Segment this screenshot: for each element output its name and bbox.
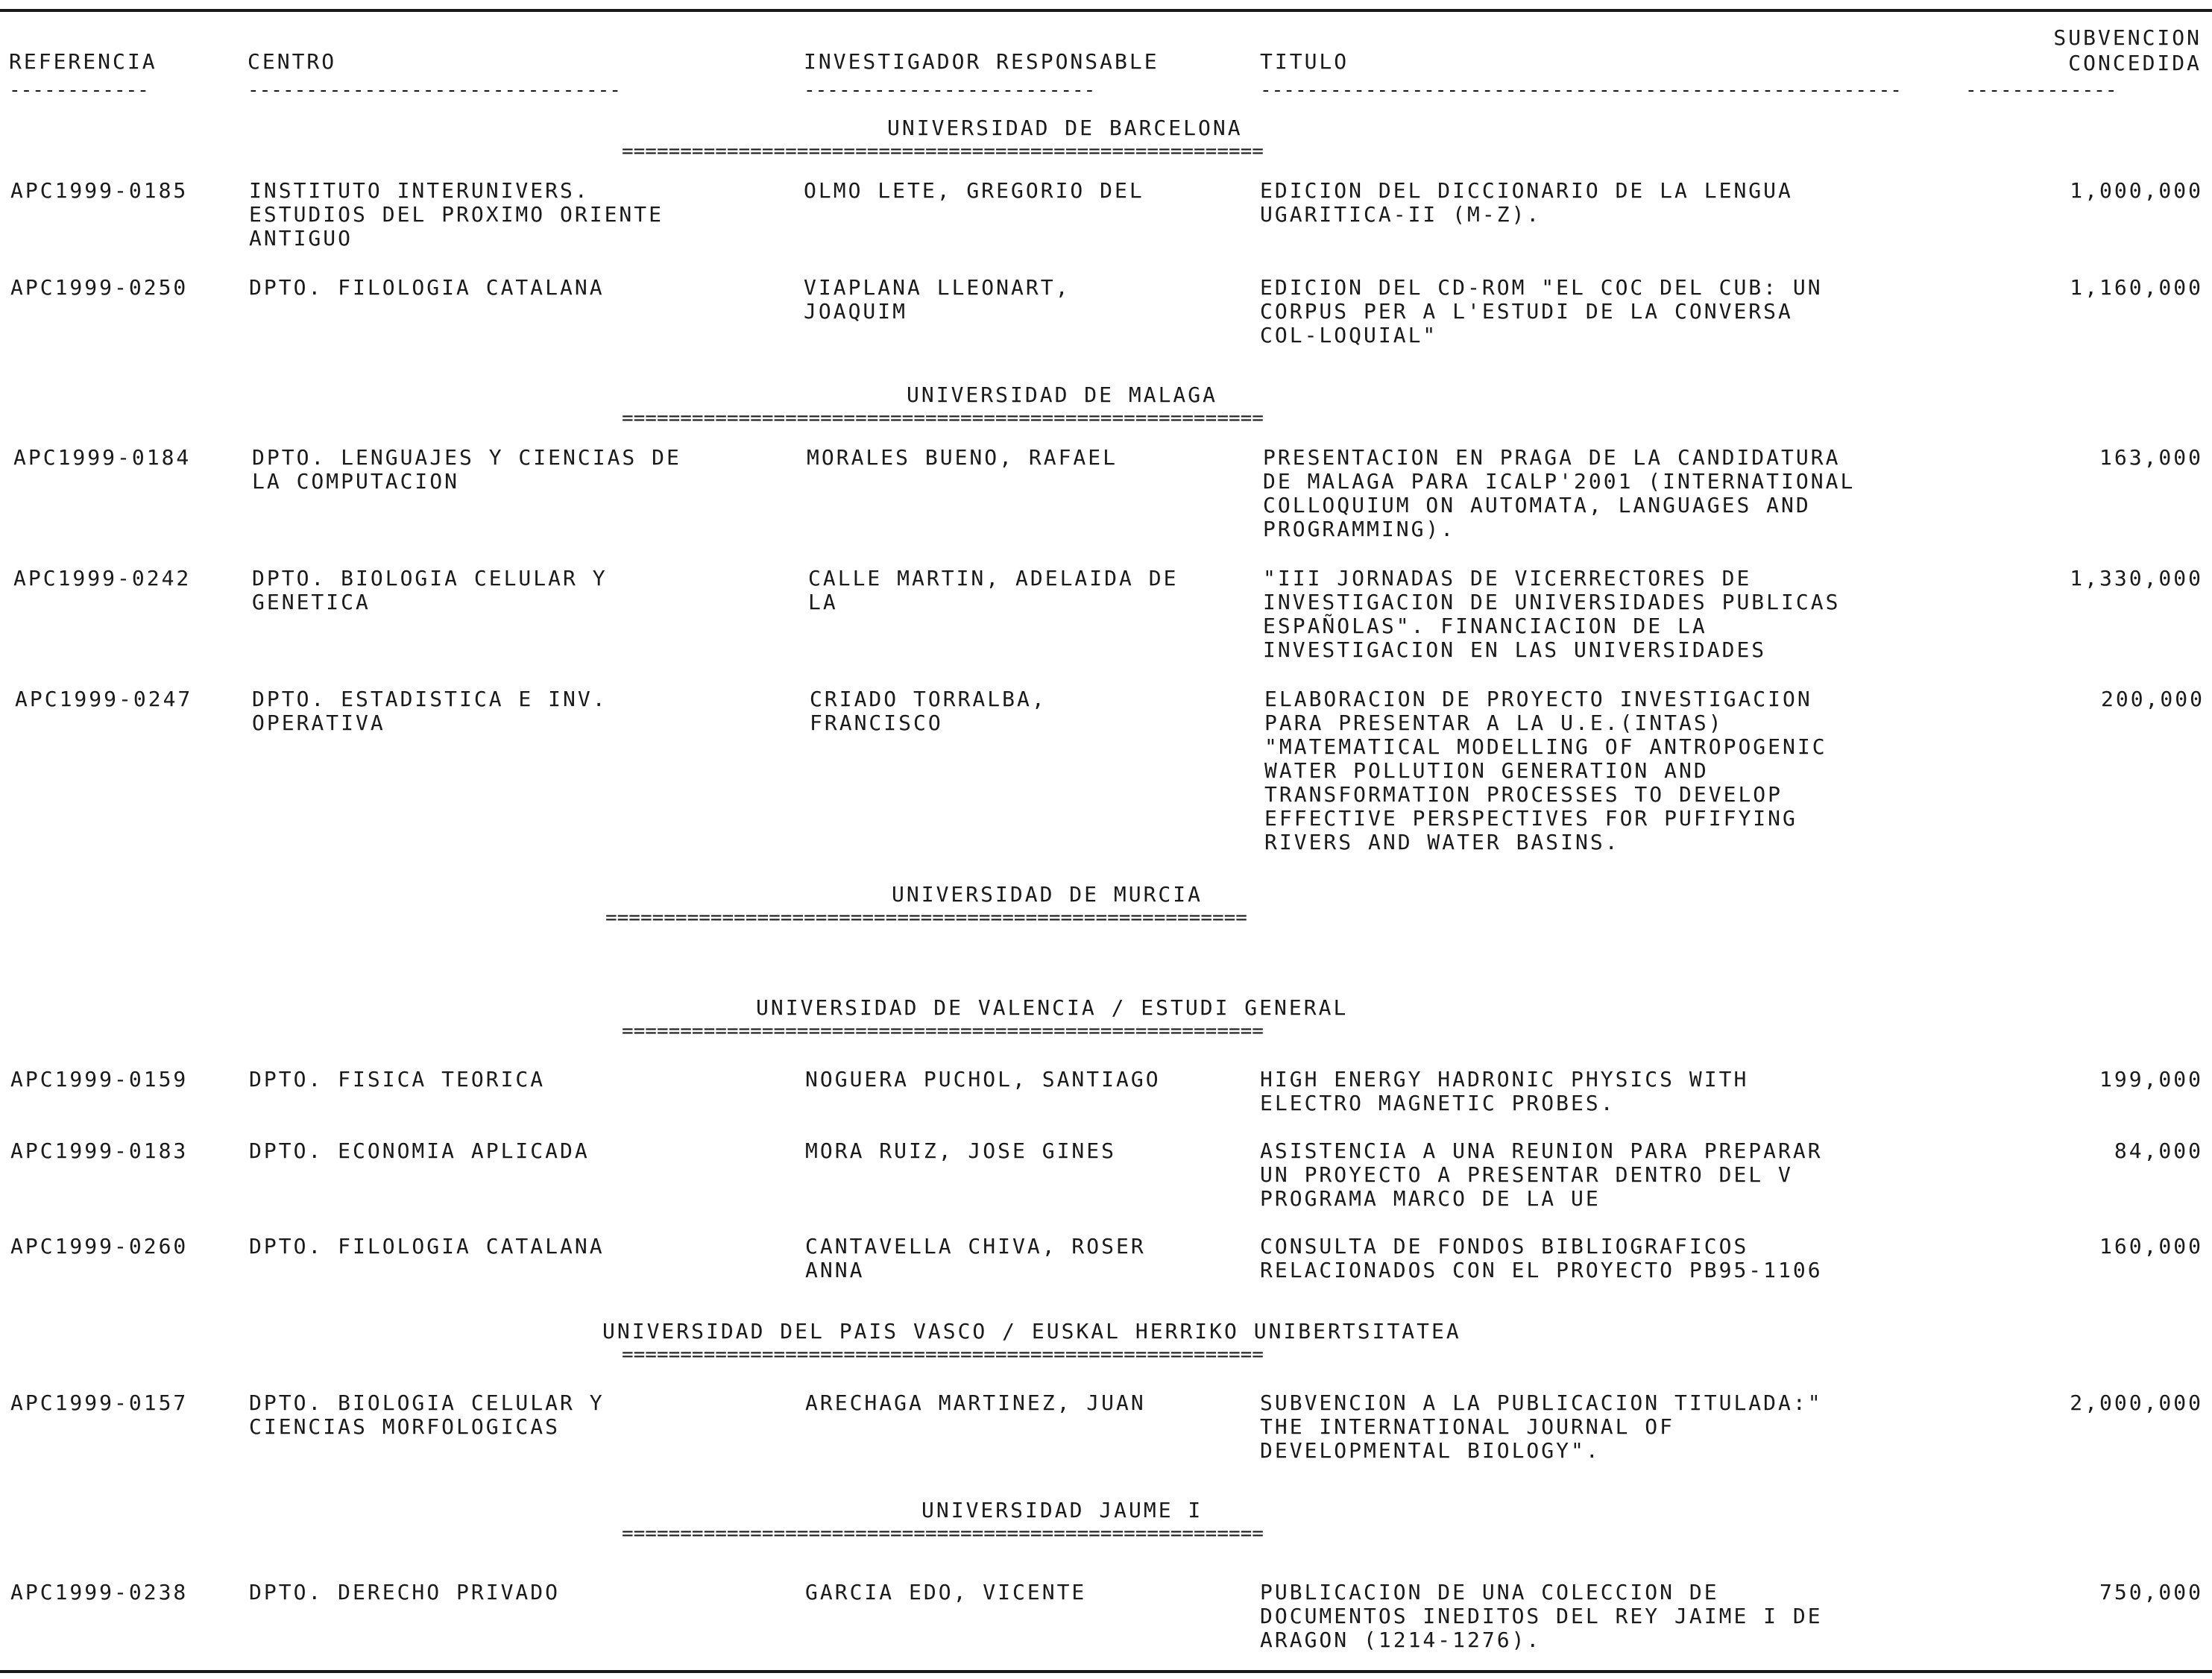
row-subvencion: 1,330,000 [2070, 566, 2203, 590]
row-centro: DPTO. ESTADISTICA E INV. OPERATIVA [252, 687, 608, 735]
row-reference: APC1999-0159 [10, 1067, 189, 1091]
header-titulo: TITULO [1260, 49, 1349, 74]
row-subvencion: 1,160,000 [2070, 275, 2203, 300]
row-investigador: GARCIA EDO, VICENTE [805, 1580, 1087, 1604]
section-underline: ======================================================= [622, 1522, 1264, 1545]
row-subvencion: 2,000,000 [2070, 1390, 2203, 1415]
row-reference: APC1999-0250 [10, 275, 189, 300]
header-centro: CENTRO [248, 49, 337, 74]
section-title: UNIVERSIDAD JAUME I [921, 1498, 1203, 1522]
row-subvencion: 199,000 [2099, 1067, 2203, 1091]
row-reference: APC1999-0247 [15, 687, 193, 711]
row-centro: DPTO. DERECHO PRIVADO [249, 1580, 561, 1604]
row-centro: DPTO. BIOLOGIA CELULAR Y GENETICA [252, 566, 608, 614]
row-titulo: CONSULTA DE FONDOS BIBLIOGRAFICOS RELACIONADOS CON EL PROYECTO PB95-1106 [1260, 1234, 1823, 1282]
section-title: UNIVERSIDAD DE MALAGA [907, 382, 1218, 407]
row-titulo: SUBVENCION A LA PUBLICACION TITULADA:" THE INTERNATIONAL JOURNAL OF DEVELOPMENTAL BIOLOGY". [1260, 1390, 1823, 1463]
row-titulo: ELABORACION DE PROYECTO INVESTIGACION PARA PRESENTAR A LA U.E.(INTAS) "MATEMATICAL MODELLING OF ANTROPOGENIC WATER POLLUTION GENERATION AND TRANSFORMATION PROCESSES TO DEVELOP EFFECTIVE PERSPECTIVES FOR PUFIFYING RIVERS AND WATER BASINS. [1264, 687, 1827, 854]
row-investigador: NOGUERA PUCHOL, SANTIAGO [805, 1067, 1161, 1091]
row-investigador: CANTAVELLA CHIVA, ROSER ANNA [805, 1234, 1146, 1282]
row-titulo: PRESENTACION EN PRAGA DE LA CANDIDATURA DE MALAGA PARA ICALP'2001 (INTERNATIONAL COLLOQUIUM ON AUTOMATA, LANGUAGES AND PROGRAMMING). [1263, 445, 1856, 541]
header-rule-centro: -------------------------------- [248, 81, 621, 100]
row-investigador: MORA RUIZ, JOSE GINES [805, 1138, 1117, 1163]
row-reference: APC1999-0184 [13, 445, 192, 470]
section-title: UNIVERSIDAD DEL PAIS VASCO / EUSKAL HERRIKO UNIBERTSITATEA [602, 1319, 1461, 1343]
row-centro: DPTO. LENGUAJES Y CIENCIAS DE LA COMPUTACION [252, 445, 681, 494]
top-rule [0, 9, 2212, 12]
header-rule-subvencion: ------------- [1965, 81, 2117, 100]
row-investigador: CRIADO TORRALBA, FRANCISCO [810, 687, 1047, 735]
row-reference: APC1999-0157 [10, 1390, 189, 1415]
section-title: UNIVERSIDAD DE VALENCIA / ESTUDI GENERAL [756, 995, 1349, 1020]
row-centro: DPTO. FISICA TEORICA [249, 1067, 546, 1091]
row-titulo: "III JORNADAS DE VICERRECTORES DE INVESTIGACION DE UNIVERSIDADES PUBLICAS ESPAÑOLAS". FINANCIACION DE LA INVESTIGACION EN LAS UNIVERSIDADES [1263, 566, 1841, 662]
row-reference: APC1999-0185 [10, 178, 189, 203]
row-centro: DPTO. FILOLOGIA CATALANA [249, 1234, 605, 1259]
row-centro: DPTO. ECONOMIA APLICADA [249, 1138, 590, 1163]
header-rule-investigador: ------------------------- [804, 81, 1096, 100]
section-underline: ======================================================= [622, 1343, 1264, 1366]
row-titulo: PUBLICACION DE UNA COLECCION DE DOCUMENTOS INEDITOS DEL REY JAIME I DE ARAGON (1214-1276). [1260, 1580, 1823, 1652]
row-titulo: ASISTENCIA A UNA REUNION PARA PREPARAR UN PROYECTO A PRESENTAR DENTRO DEL V PROGRAMA MARCO DE LA UE [1260, 1138, 1823, 1211]
header-investigador: INVESTIGADOR RESPONSABLE [804, 49, 1159, 74]
row-subvencion: 750,000 [2099, 1580, 2203, 1604]
row-subvencion: 84,000 [2114, 1138, 2203, 1163]
row-subvencion: 160,000 [2099, 1234, 2203, 1259]
section-title: UNIVERSIDAD DE MURCIA [892, 882, 1203, 907]
row-subvencion: 1,000,000 [2070, 178, 2203, 203]
row-titulo: EDICION DEL DICCIONARIO DE LA LENGUA UGARITICA-II (M-Z). [1260, 178, 1793, 227]
header-rule-referencia: ------------ [9, 81, 149, 100]
row-subvencion: 163,000 [2099, 445, 2203, 470]
row-reference: APC1999-0260 [10, 1234, 189, 1259]
header-referencia: REFERENCIA [9, 49, 157, 74]
row-reference: APC1999-0242 [13, 566, 192, 590]
header-subvencion: SUBVENCION CONCEDIDA [2053, 25, 2202, 75]
row-investigador: OLMO LETE, GREGORIO DEL [804, 178, 1144, 203]
row-centro: DPTO. BIOLOGIA CELULAR Y CIENCIAS MORFOLOGICAS [249, 1390, 605, 1439]
row-subvencion: 200,000 [2100, 687, 2205, 711]
section-title: UNIVERSIDAD DE BARCELONA [887, 116, 1243, 140]
row-investigador: MORALES BUENO, RAFAEL [807, 445, 1118, 470]
row-reference: APC1999-0238 [10, 1580, 189, 1604]
row-titulo: HIGH ENERGY HADRONIC PHYSICS WITH ELECTRO MAGNETIC PROBES. [1260, 1067, 1749, 1115]
row-titulo: EDICION DEL CD-ROM "EL COC DEL CUB: UN CORPUS PER A L'ESTUDI DE LA CONVERSA COL-LOQUIAL" [1260, 275, 1823, 347]
row-investigador: VIAPLANA LLEONART, JOAQUIM [804, 275, 1071, 324]
row-investigador: CALLE MARTIN, ADELAIDA DE LA [808, 566, 1179, 614]
row-centro: INSTITUTO INTERUNIVERS. ESTUDIOS DEL PROXIMO ORIENTE ANTIGUO [249, 178, 664, 251]
row-investigador: ARECHAGA MARTINEZ, JUAN [805, 1390, 1146, 1415]
section-underline: ======================================================= [605, 907, 1247, 929]
section-underline: ======================================================= [622, 407, 1264, 429]
section-underline: ======================================================= [622, 1020, 1264, 1042]
header-rule-titulo: ------------------------------------------------------- [1260, 81, 1902, 100]
row-centro: DPTO. FILOLOGIA CATALANA [249, 275, 605, 300]
bottom-rule [0, 1670, 2212, 1673]
section-underline: ======================================================= [622, 140, 1264, 163]
row-reference: APC1999-0183 [10, 1138, 189, 1163]
